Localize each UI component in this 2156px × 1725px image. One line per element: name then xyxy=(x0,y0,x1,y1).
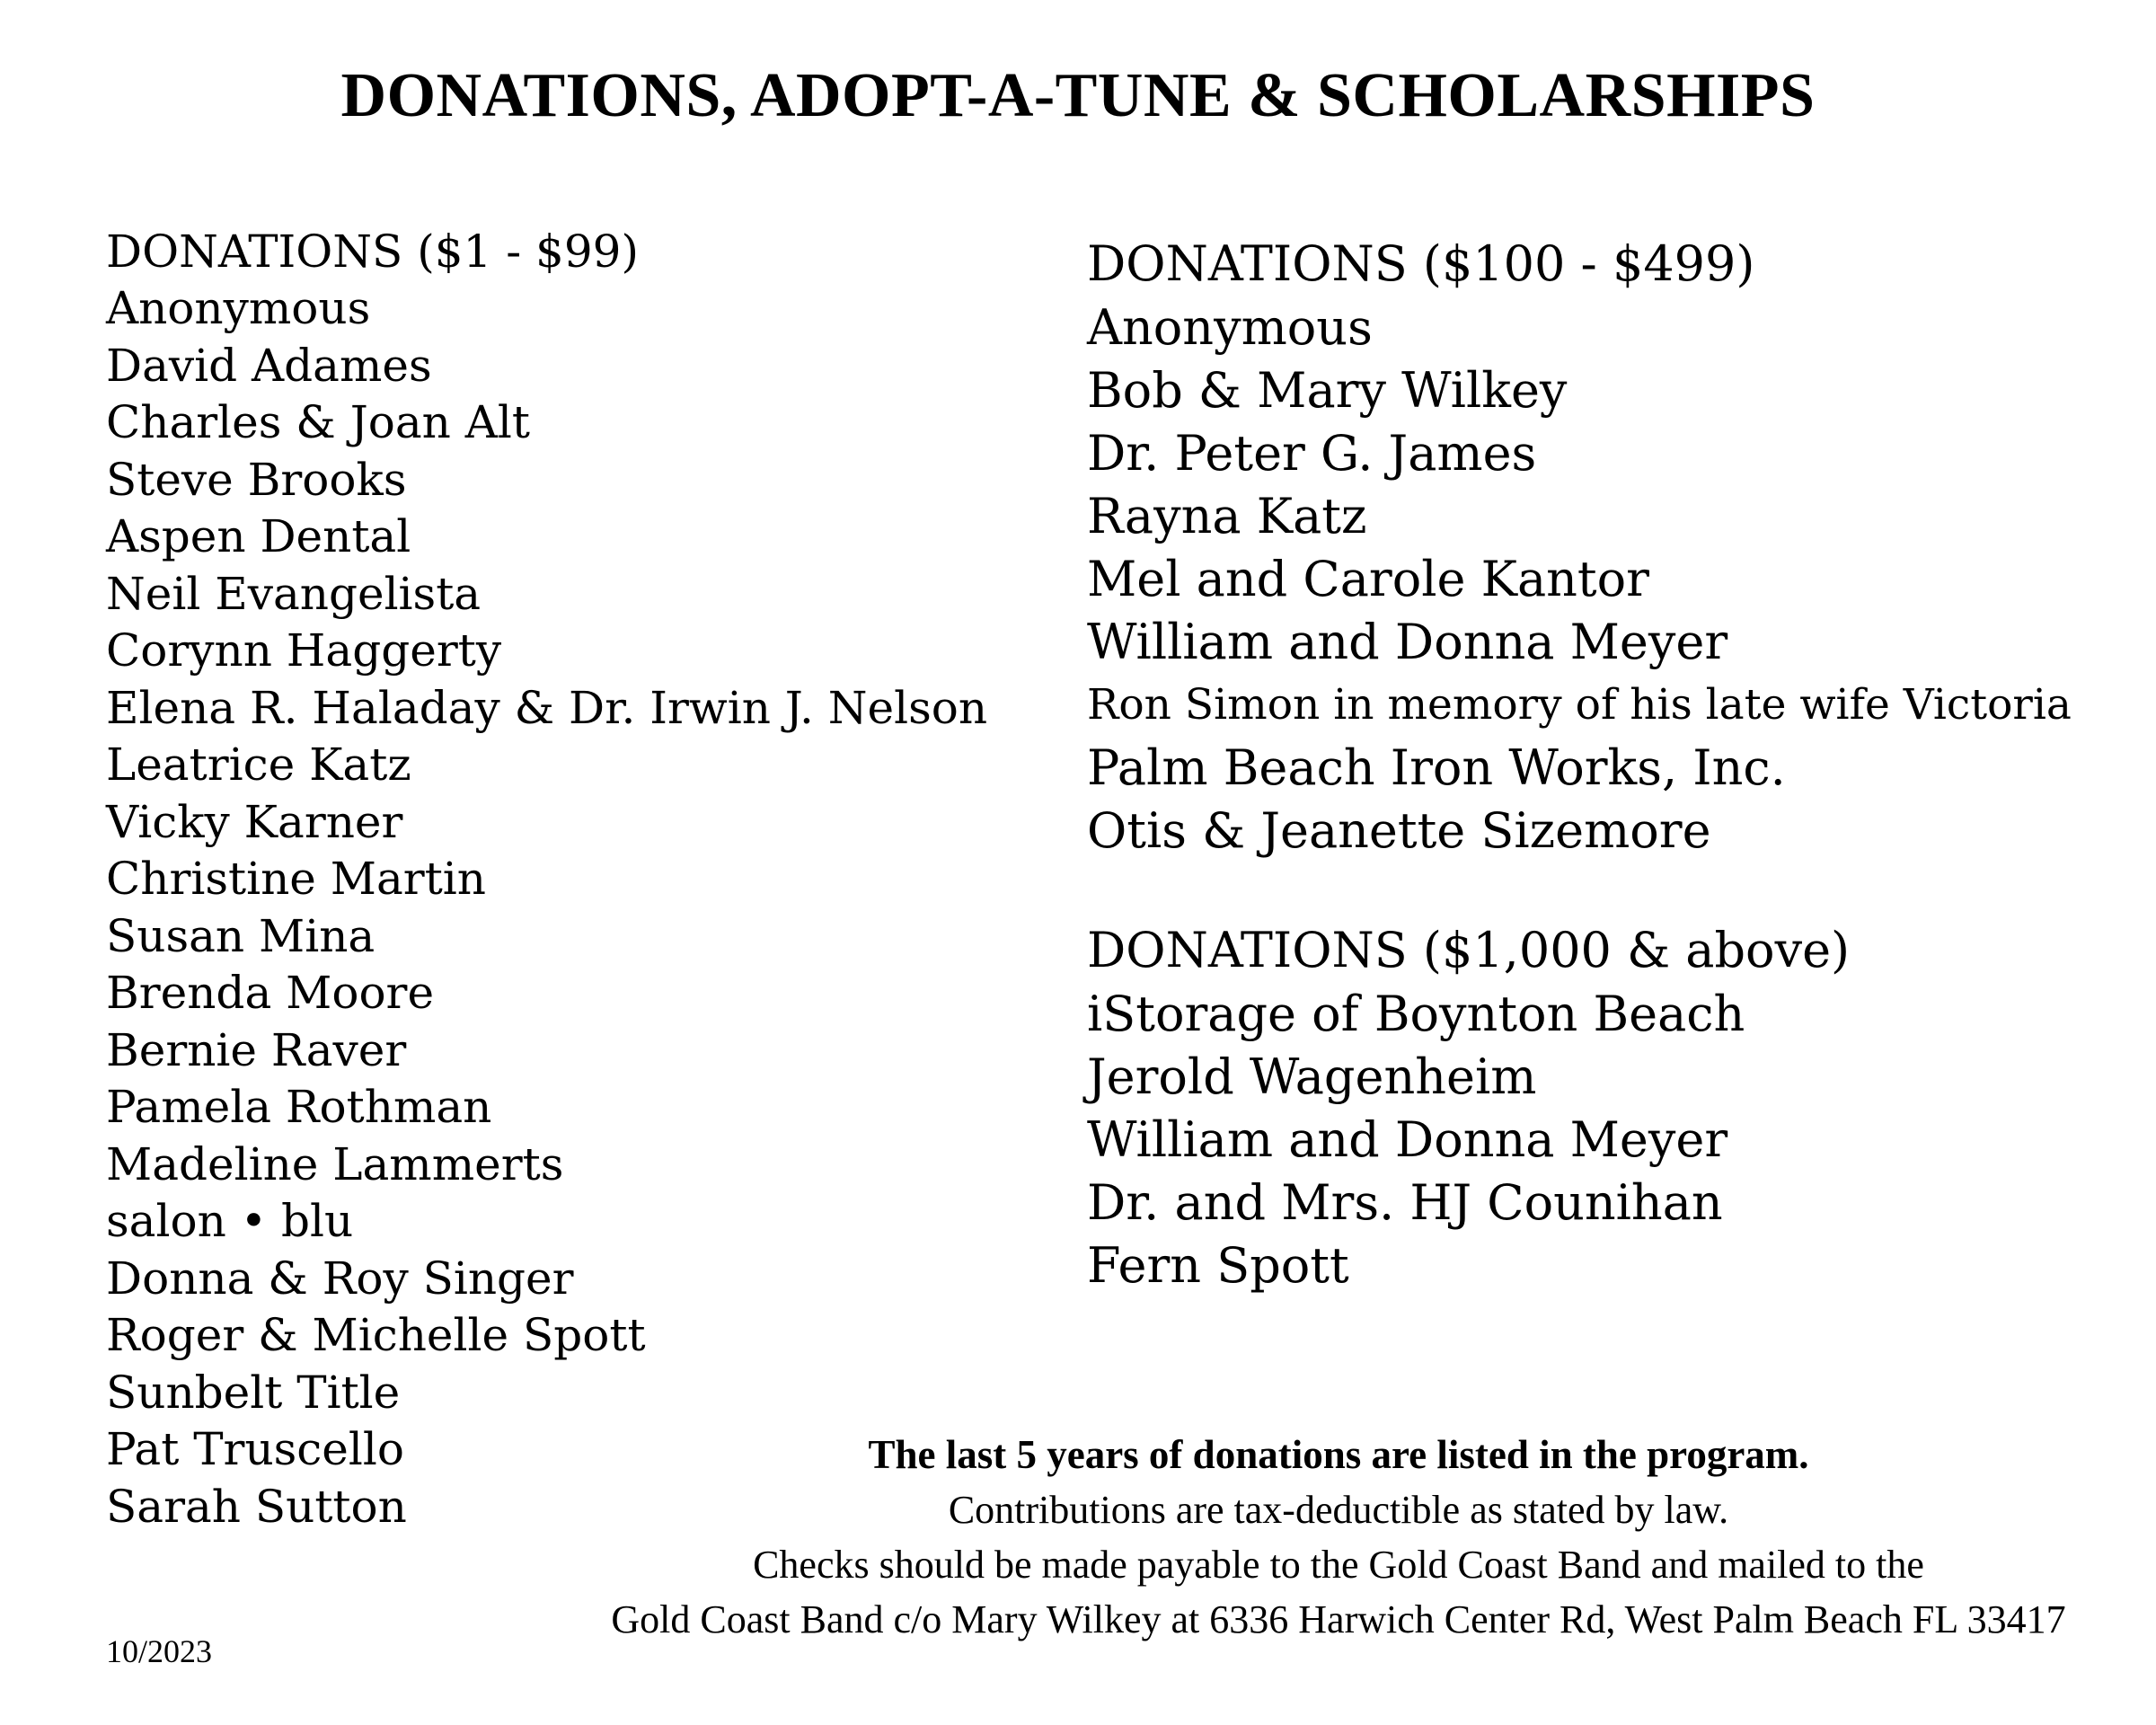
donor-name: Pamela Rothman xyxy=(106,1081,492,1133)
donor-name: Dr. Peter G. James xyxy=(1087,425,1537,482)
donor-name: Otis & Jeanette Sizemore xyxy=(1087,802,1711,859)
donor-name: Bernie Raver xyxy=(106,1023,407,1076)
donor-name: Ron Simon in memory of his late wife Victoria xyxy=(1087,680,2072,730)
donor-name: Pat Truscello xyxy=(106,1423,404,1475)
donor-name: Jerold Wagenheim xyxy=(1087,1048,1537,1105)
tax-note: Contributions are tax-deductible as stated by law. xyxy=(948,1488,1729,1532)
section-heading-tier2: DONATIONS ($100 - $499) xyxy=(1087,235,1755,292)
donor-name: Roger & Michelle Spott xyxy=(106,1309,646,1361)
donor-list-tier1 xyxy=(106,280,1094,1535)
mailing-address: Gold Coast Band c/o Mary Wilkey at 6336 Harwich Center Rd, West Palm Beach FL 33417 xyxy=(611,1597,2066,1641)
donor-name: Aspen Dental xyxy=(106,510,411,562)
donor-name: Sunbelt Title xyxy=(106,1366,401,1419)
donor-name: Christine Martin xyxy=(106,853,486,905)
donor-name: Elena R. Haladay & Dr. Irwin J. Nelson xyxy=(106,681,988,734)
donor-name: Neil Evangelista xyxy=(106,567,482,620)
donor-name: Dr. and Mrs. HJ Counihan xyxy=(1087,1174,1723,1231)
donor-name: David Adames xyxy=(106,339,432,392)
donor-name: Brenda Moore xyxy=(106,967,435,1019)
page-title: DONATIONS, ADOPT-A-TUNE & SCHOLARSHIPS xyxy=(340,61,1816,130)
donor-name: Bob & Mary Wilkey xyxy=(1087,362,1568,419)
donations-tier1-column xyxy=(106,223,1094,1535)
checks-note: Checks should be made payable to the Gold Coast Band and mailed to the xyxy=(753,1543,1924,1587)
donor-name: Mel and Carole Kantor xyxy=(1087,551,1649,607)
donor-name: Vicky Karner xyxy=(106,795,403,848)
section-heading-tier3: DONATIONS ($1,000 & above) xyxy=(1087,922,1851,978)
donor-name: Anonymous xyxy=(106,282,371,334)
donor-name: Sarah Sutton xyxy=(106,1480,407,1533)
donations-right-column xyxy=(1087,232,2120,1297)
donor-list-tier2 xyxy=(1087,296,2120,862)
donor-name: Donna & Roy Singer xyxy=(106,1252,574,1305)
footer-notes xyxy=(575,1427,2102,1647)
donor-name: Anonymous xyxy=(1087,299,1373,356)
donor-name: salon • blu xyxy=(106,1195,354,1247)
donor-name: Charles & Joan Alt xyxy=(106,396,530,448)
donor-list-tier3 xyxy=(1087,983,2120,1297)
donor-name: iStorage of Boynton Beach xyxy=(1087,986,1745,1042)
donor-name: William and Donna Meyer xyxy=(1087,614,1728,670)
section-heading-tier1: DONATIONS ($1 - $99) xyxy=(106,226,639,278)
date-stamp: 10/2023 xyxy=(106,1633,213,1669)
donor-name: Fern Spott xyxy=(1087,1237,1349,1294)
donor-name: Leatrice Katz xyxy=(106,739,411,791)
donor-name: Corynn Haggerty xyxy=(106,624,502,677)
section-spacer xyxy=(1087,862,2120,918)
donor-name: Steve Brooks xyxy=(106,453,407,506)
donor-name: Rayna Katz xyxy=(1087,488,1367,544)
program-note: The last 5 years of donations are listed in the program. xyxy=(868,1432,1809,1477)
donor-name: Palm Beach Iron Works, Inc. xyxy=(1087,739,1786,796)
donor-name: Susan Mina xyxy=(106,909,376,962)
donor-name: William and Donna Meyer xyxy=(1087,1111,1728,1168)
donor-name: Madeline Lammerts xyxy=(106,1137,564,1190)
